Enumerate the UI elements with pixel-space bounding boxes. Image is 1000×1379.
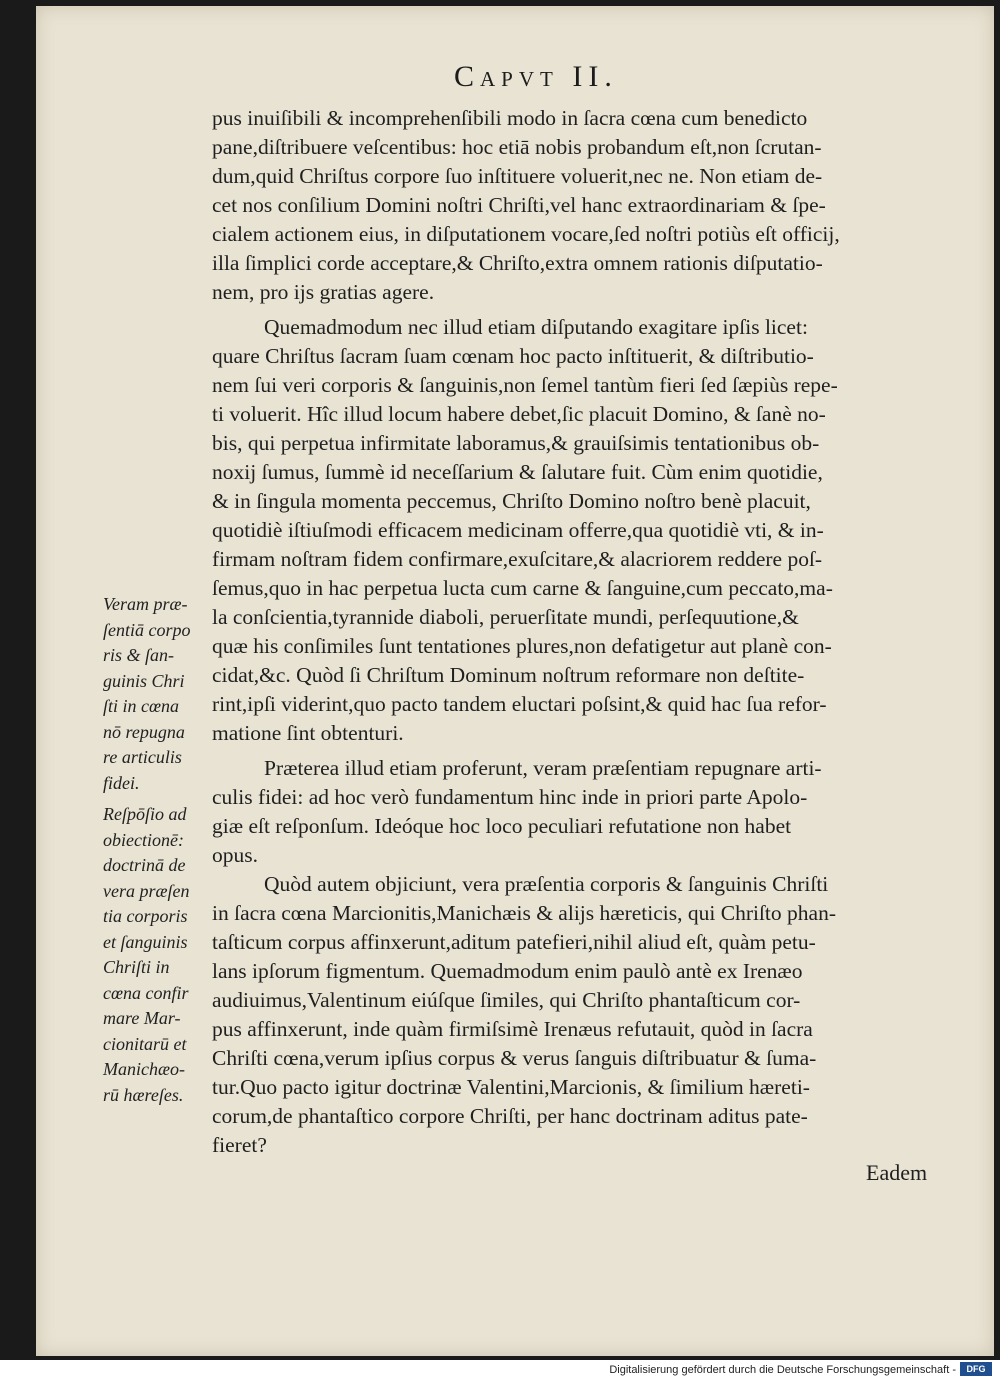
text-line: ti voluerit. Hîc illud locum habere debet,ſic placuit Domino, & ſanè no- — [212, 402, 826, 426]
margin-note-line: cœna confir — [103, 982, 189, 1003]
margin-note-line: ris & ſan- — [103, 645, 175, 665]
paragraph-1 — [212, 104, 946, 307]
text-line: bis, qui perpetua infirmitate laboramus,& grauiſsimis tentationibus ob- — [212, 431, 820, 455]
text-line: opus. — [212, 843, 258, 867]
text-line: giæ eſt reſponſum. Ideóque hoc loco peculiari refutatione non habet — [212, 814, 792, 838]
margin-note-line: Reſpōſio ad — [103, 804, 187, 824]
main-text-block — [212, 104, 946, 1160]
text-line: cet nos conſilium Domini noſtri Chriſti,vel hanc extraordinariam & ſpe- — [212, 193, 826, 217]
text-line: quotidiè iſtiuſmodi efficacem medicinam offerre,qua quotidiè vti, & in- — [212, 518, 824, 542]
text-line: noxij ſumus, ſummè id neceſſarium & ſalutare fuit. Cùm enim quotidie, — [212, 460, 823, 484]
text-line: & in ſingula momenta peccemus, Chriſto Domino noſtro benè placuit, — [212, 489, 811, 513]
margin-note-line: ſentiā corpo — [103, 619, 191, 640]
text-line: Quòd autem objiciunt, vera præſentia corporis & ſanguinis Chriſti — [264, 872, 829, 896]
text-line: lans ipſorum figmentum. Quemadmodum enim paulò antè ex Irenæo — [212, 959, 803, 983]
running-head: Capvt II. — [454, 60, 618, 93]
text-line: corum,de phantaſtico corpore Chriſti, per hanc doctrinam aditus pate- — [212, 1104, 808, 1128]
margin-note-line: Veram præ- — [103, 594, 188, 614]
margin-note-1 — [103, 592, 213, 796]
text-line: ſemus,quo in hac perpetua lucta cum carne & ſanguine,cum peccato,ma- — [212, 576, 833, 600]
paragraph-3 — [212, 754, 946, 870]
marginalia — [103, 592, 213, 1108]
text-line: quæ his conſimiles ſunt tentationes plures,non defatigetur aut planè con- — [212, 634, 832, 658]
margin-note-line: vera præſen — [103, 880, 190, 901]
margin-note-line: Chriſti in — [103, 957, 170, 977]
text-line: in ſacra cœna Marcionitis,Manichæis & alijs hæreticis, qui Chriſto phan- — [212, 901, 836, 925]
text-line: dum,quid Chriſtus corpore ſuo inſtituere voluerit,nec ne. Non etiam de- — [212, 164, 823, 188]
text-line: quare Chriſtus ſacram ſuam cœnam hoc pacto inſtituerit, & diſtributio- — [212, 344, 814, 368]
margin-note-line: fidei. — [103, 772, 140, 793]
text-line: culis fidei: ad hoc verò fundamentum hinc inde in priori parte Apolo- — [212, 785, 808, 809]
margin-note-line: mare Mar- — [103, 1008, 181, 1028]
text-line: pus affinxerunt, inde quàm firmiſsimè Irenæus refutauit, quòd in ſacra — [212, 1017, 813, 1041]
text-line: nem ſui veri corporis & ſanguinis,non ſemel tantùm fieri ſed ſæpiùs repe- — [212, 373, 838, 397]
text-line: pus inuiſibili & incomprehenſibili modo in ſacra cœna cum benedicto — [212, 106, 808, 130]
text-line: cidat,&c. Quòd ſi Chriſtum Dominum noſtrum reformare non deſtite- — [212, 663, 805, 687]
margin-note-line: ſti in cœna — [103, 696, 179, 716]
margin-note-line: tia corporis — [103, 906, 188, 926]
text-line: pane,diſtribuere veſcentibus: hoc etiā nobis probandum eſt,non ſcrutan- — [212, 135, 822, 159]
text-line: la conſcientia,tyrannide diaboli, peruerſitate mundi, perſequutione,& — [212, 605, 799, 629]
dfg-logo: DFG — [960, 1362, 992, 1376]
catchword: Eadem — [866, 1160, 928, 1185]
margin-note-line: cionitarū et — [103, 1033, 187, 1054]
margin-note-line: obiectionē: — [103, 829, 184, 850]
text-line: taſticum corpus affinxerunt,aditum patefieri,nihil aliud eſt, quàm petu- — [212, 930, 816, 954]
paragraph-2 — [212, 313, 946, 748]
margin-note-line: nō repugna — [103, 721, 185, 742]
text-line: firmam noſtram fidem confirmare,exuſcitare,& alacriorem reddere poſ- — [212, 547, 823, 571]
margin-note-2 — [103, 802, 213, 1108]
paragraph-4 — [212, 870, 946, 1160]
text-line: illa ſimplici corde acceptare,& Chriſto,extra omnem rationis diſputatio- — [212, 251, 823, 275]
margin-note-line: doctrinā de — [103, 855, 186, 875]
text-line: audiuimus,Valentinum eiúſque ſimiles, qui Chriſto phantaſticum cor- — [212, 988, 801, 1012]
text-line: Præterea illud etiam proferunt, veram præſentiam repugnare arti- — [264, 756, 822, 780]
margin-note-line: rū hæreſes. — [103, 1084, 184, 1105]
margin-note-line: guinis Chri — [103, 670, 185, 691]
text-line: fieret? — [212, 1133, 267, 1157]
text-line: cialem actionem eius, in diſputationem vocare,ſed noſtri potiùs eſt officij, — [212, 222, 840, 246]
text-line: Chriſti cœna,verum ipſius corpus & verus ſanguis diſtribuatur & ſuma- — [212, 1046, 817, 1070]
text-line: nem, pro ijs gratias agere. — [212, 280, 435, 304]
margin-note-line: re articulis — [103, 747, 182, 767]
digitization-credit: Digitalisierung gefördert durch die Deutsche Forschungsgemeinschaft - — [609, 1364, 956, 1376]
text-line: tur.Quo pacto igitur doctrinæ Valentini,Marcionis, & ſimilium hæreti- — [212, 1075, 810, 1099]
text-line: matione ſint obtenturi. — [212, 721, 404, 745]
text-line: rint,ipſi viderint,quo pacto tandem eluctari poſsint,& quid hac ſua refor- — [212, 692, 827, 716]
margin-note-line: Manichæo- — [103, 1059, 185, 1079]
text-line: Quemadmodum nec illud etiam diſputando exagitare ipſis licet: — [264, 315, 808, 339]
margin-note-line: et ſanguinis — [103, 931, 188, 952]
